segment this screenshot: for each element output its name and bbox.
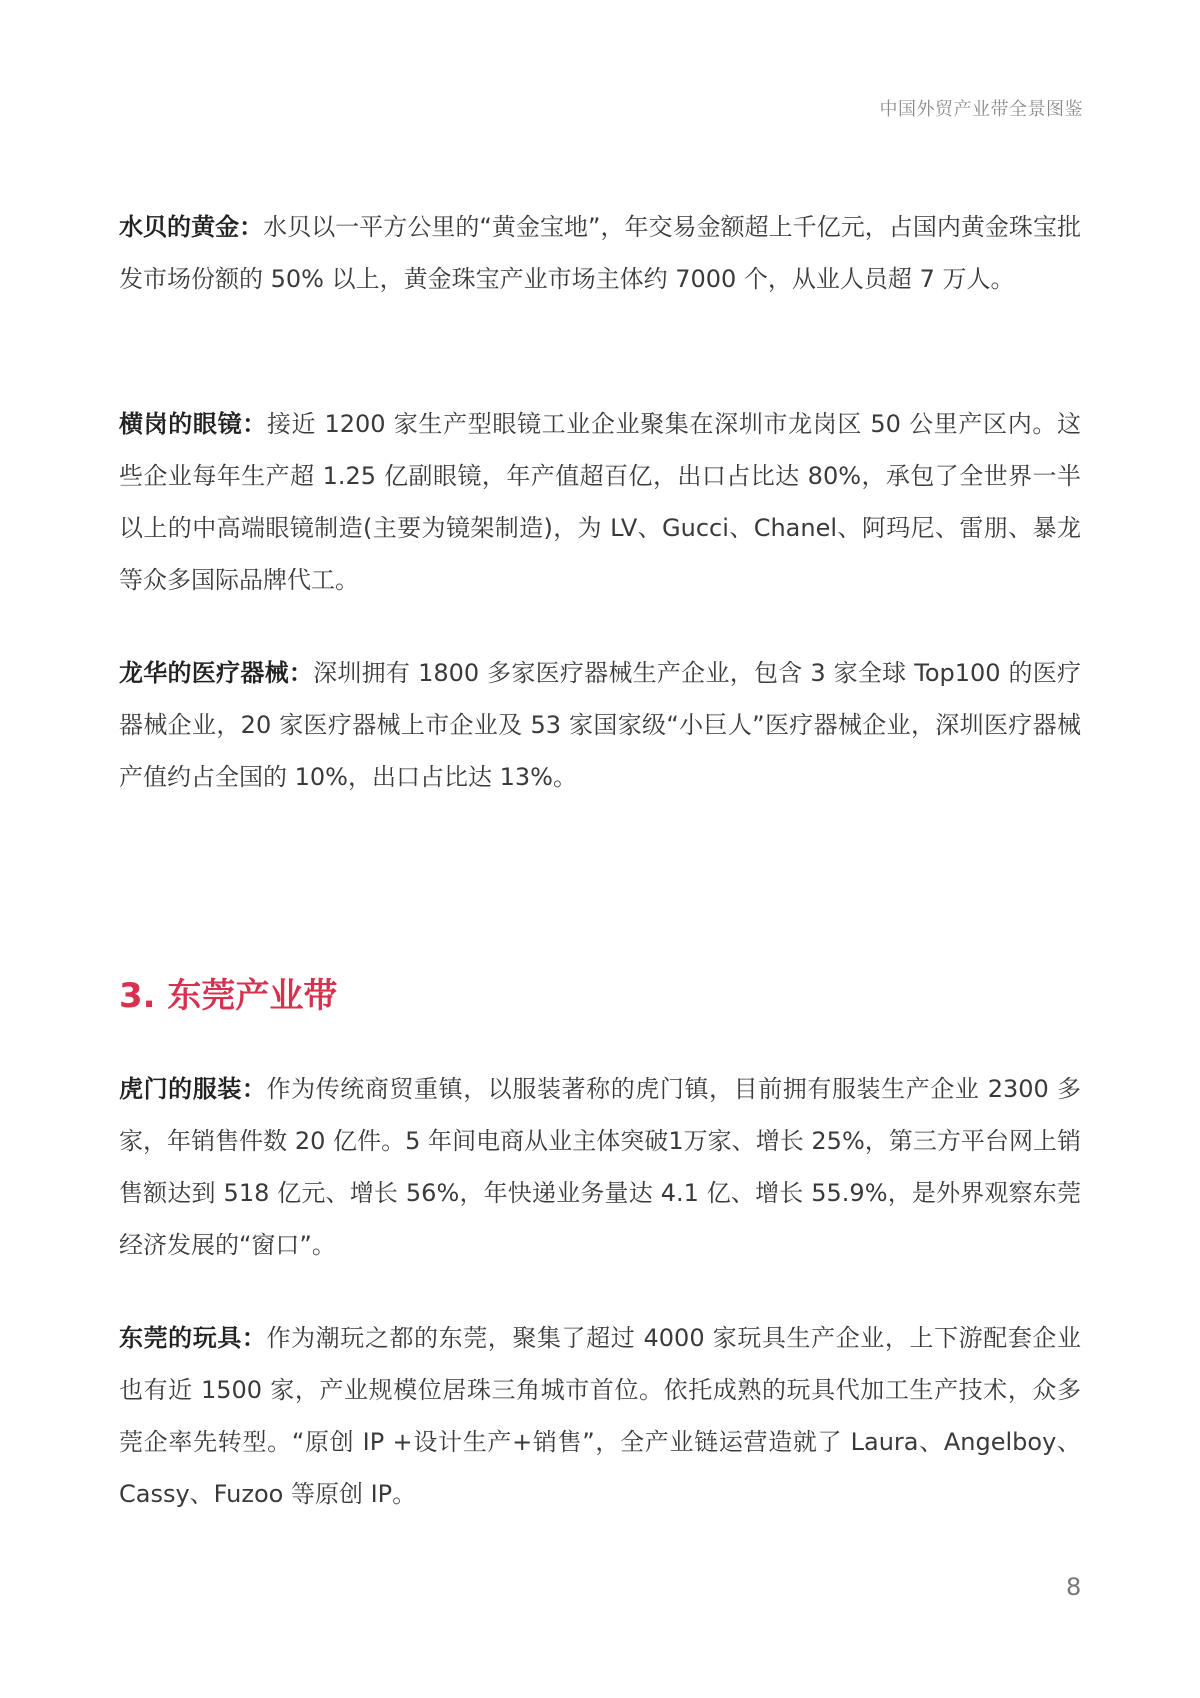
paragraph-lead: 水贝的黄金： bbox=[119, 213, 264, 241]
paragraph-text: 接近 1200 家生产型眼镜工业企业聚集在深圳市龙岗区 50 公里产区内。这些企业每年生产超 1.25 亿副眼镜，年产值超百亿，出口占比达 80%，承包了全世界一半以上的中高端眼镜制造(主要为镜架制造)，为 LV、Gucci、Chanel、阿玛尼、雷朋、暴龙等众多国际品牌代工。 bbox=[119, 410, 1081, 594]
paragraph-text: 深圳拥有 1800 多家医疗器械生产企业，包含 3 家全球 Top100 的医疗器械企业，20 家医疗器械上市企业及 53 家国家级“小巨人”医疗器械企业，深圳医疗器械产值约占全国的 10%，出口占比达 13%。 bbox=[119, 659, 1081, 791]
paragraph-longhua-medical bbox=[119, 647, 1081, 803]
paragraph-dongguan-toys bbox=[119, 1312, 1081, 1520]
document-header-title: 中国外贸产业带全景图鉴 bbox=[879, 99, 1083, 120]
paragraph-text: 作为潮玩之都的东莞，聚集了超过 4000 家玩具生产企业，上下游配套企业也有近 1500 家，产业规模位居珠三角城市首位。依托成熟的玩具代加工生产技术，众多莞企率先转型。“原创 IP +设计生产+销售”，全产业链运营造就了 Laura、Angelboy、Cassy、Fuzoo 等原创 IP。 bbox=[119, 1324, 1081, 1508]
paragraph-henggang-glasses bbox=[119, 398, 1081, 606]
paragraph-text: 水贝以一平方公里的“黄金宝地”，年交易金额超上千亿元，占国内黄金珠宝批发市场份额的 50% 以上，黄金珠宝产业市场主体约 7000 个，从业人员超 7 万人。 bbox=[119, 213, 1081, 293]
paragraph-lead: 龙华的医疗器械： bbox=[119, 659, 314, 687]
paragraph-text: 作为传统商贸重镇，以服装著称的虎门镇，目前拥有服装生产企业 2300 多家，年销售件数 20 亿件。5 年间电商从业主体突破1万家、增长 25%，第三方平台网上销售额达到 518 亿元、增长 56%，年快递业务量达 4.1 亿、增长 55.9%，是外界观察东莞经济发展的“窗口”。 bbox=[119, 1075, 1081, 1259]
paragraph-shuibei-gold bbox=[119, 201, 1081, 305]
paragraph-lead: 东莞的玩具： bbox=[119, 1324, 267, 1352]
paragraph-lead: 虎门的服装： bbox=[119, 1075, 267, 1103]
paragraph-lead: 横岗的眼镜： bbox=[119, 410, 267, 438]
section-heading: 3. 东莞产业带 bbox=[119, 976, 338, 1016]
paragraph-humen-clothing bbox=[119, 1063, 1081, 1271]
page-number: 8 bbox=[1066, 1573, 1082, 1601]
